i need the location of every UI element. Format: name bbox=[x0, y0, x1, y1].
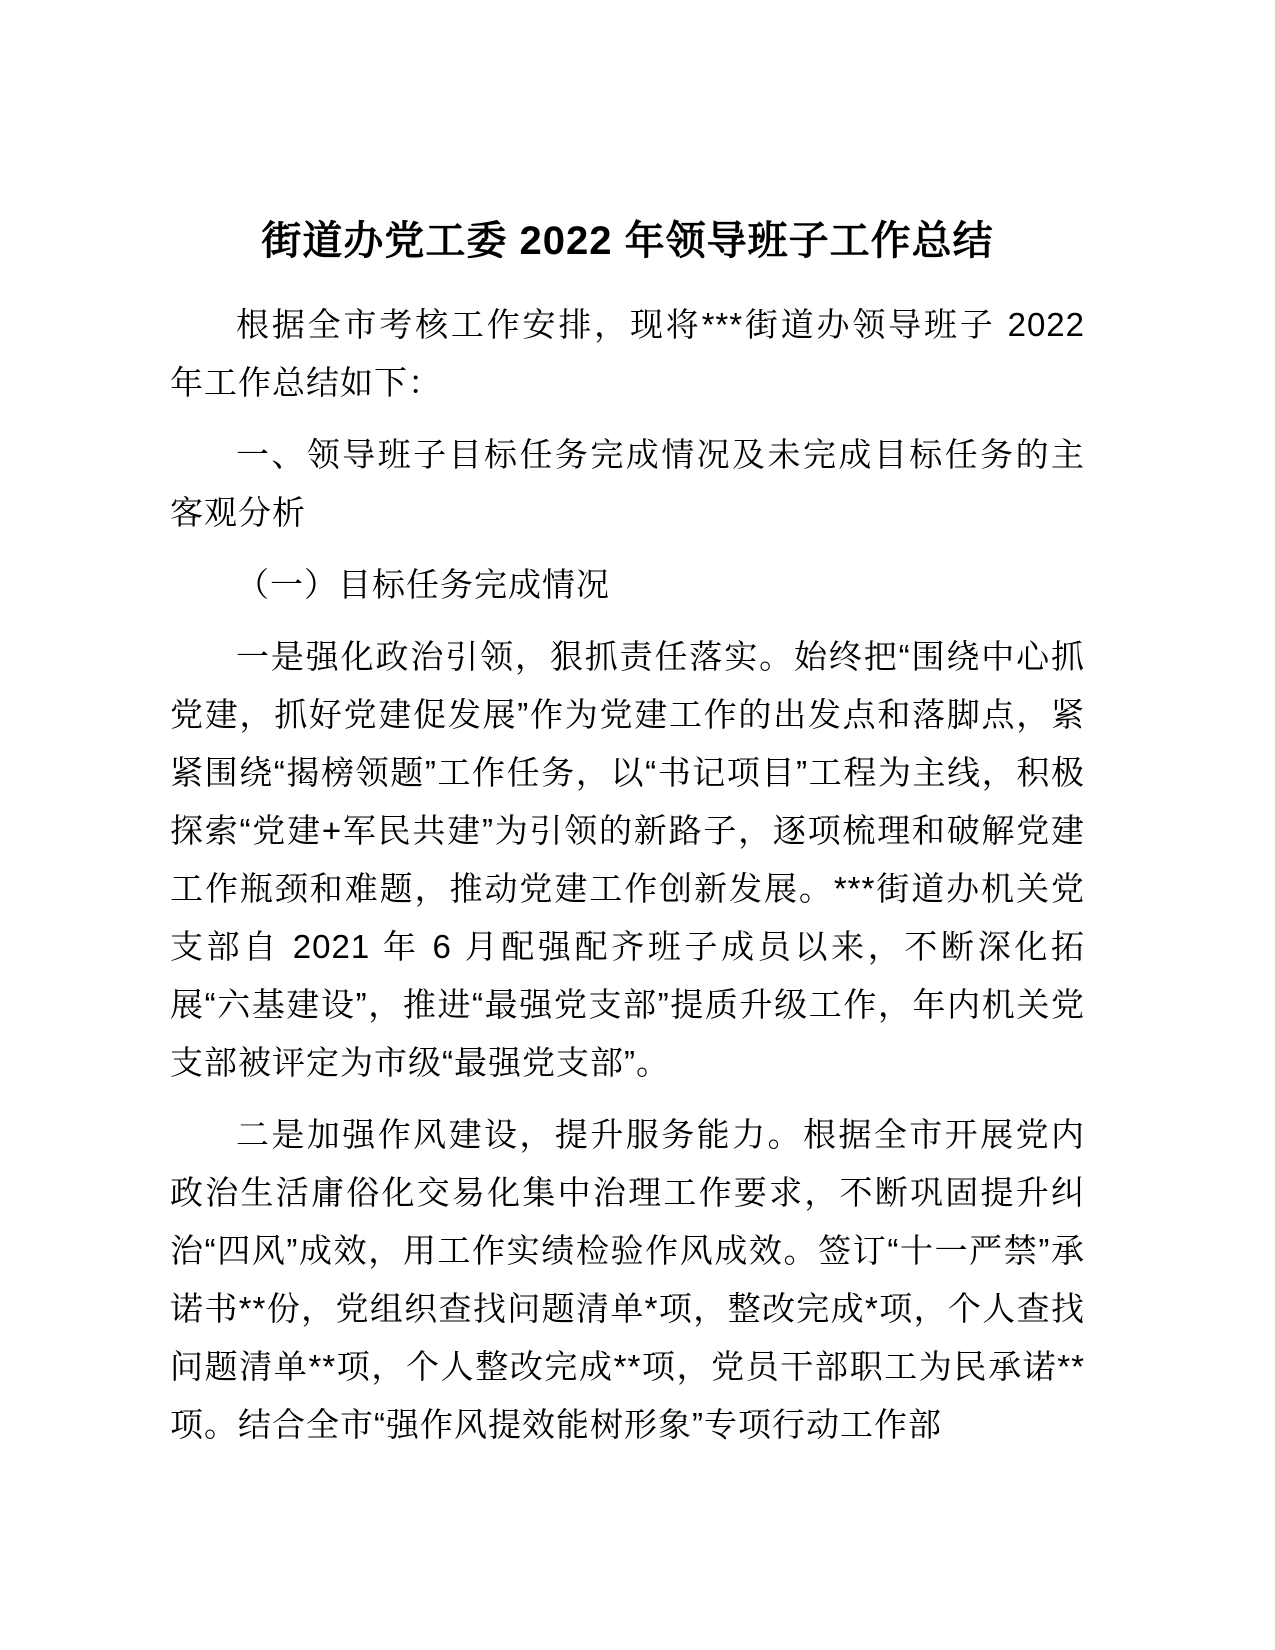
paragraph-point-1: 一是强化政治引领，狠抓责任落实。始终把“围绕中心抓党建，抓好党建促发展”作为党建工作的出发点和落脚点，紧紧围绕“揭榜领题”工作任务，以“书记项目”工程为主线，积极探索“党建+军民共建”为引领的新路子，逐项梳理和破解党建工作瓶颈和难题，推动党建工作创新发展。***街道办机关党支部自 2021 年 6 月配强配齐班子成员以来，不断深化拓展“六基建设”，推进“最强党支部”提质升级工作，年内机关党支部被评定为市级“最强党支部”。 bbox=[170, 638, 1085, 1081]
paragraph-intro: 根据全市考核工作安排，现将***街道办领导班子 2022 年工作总结如下： bbox=[170, 306, 1085, 401]
document-title: 街道办党工委 2022 年领导班子工作总结 bbox=[261, 219, 994, 263]
heading-section-1: 一、领导班子目标任务完成情况及未完成目标任务的主客观分析 bbox=[170, 436, 1085, 531]
heading-subsection-1-1: （一）目标任务完成情况 bbox=[236, 566, 610, 603]
paragraph-point-2: 二是加强作风建设，提升服务能力。根据全市开展党内政治生活庸俗化交易化集中治理工作要求，不断巩固提升纠治“四风”成效，用工作实绩检验作风成效。签订“十一严禁”承诺书**份，党组织查找问题清单*项，整改完成*项，个人查找问题清单**项，个人整改完成**项，党员干部职工为民承诺**项。结合全市“强作风提效能树形象”专项行动工作部 bbox=[170, 1116, 1085, 1443]
